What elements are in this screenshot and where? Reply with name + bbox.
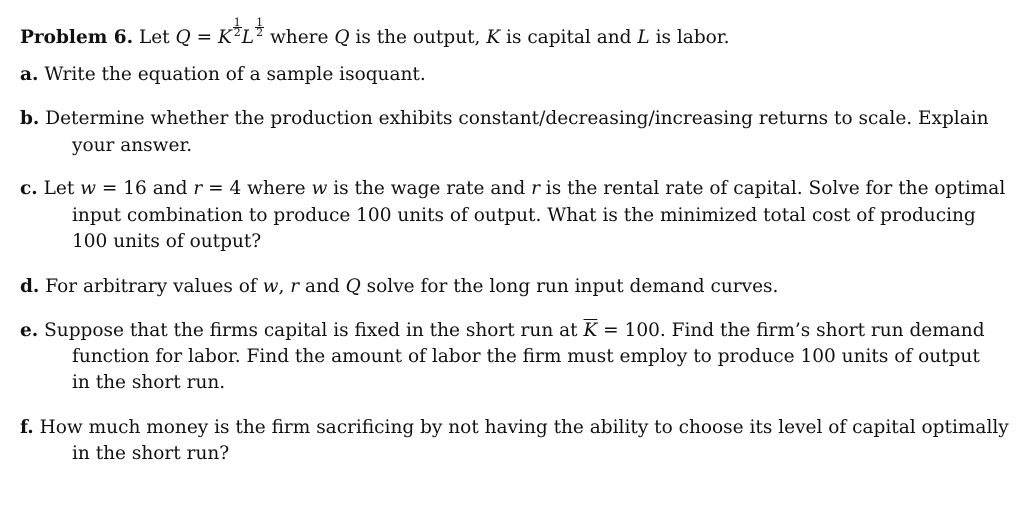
- problem-heading: Problem 6.: [20, 27, 134, 49]
- part-c-eq2: = 4 where: [202, 178, 312, 199]
- r-variable-2: r: [531, 178, 540, 199]
- q-variable-2: Q: [334, 27, 350, 49]
- part-a-text: Write the equation of a sample isoquant.: [44, 64, 426, 85]
- problem-statement: [20, 18, 730, 51]
- part-d-pre: For arbitrary values of: [45, 276, 263, 297]
- w-variable-2: w: [311, 178, 328, 199]
- l-exponent-denominator: 2: [256, 26, 264, 39]
- part-c-continuation-1: [72, 203, 976, 229]
- r-variable-3: r: [290, 276, 300, 297]
- part-e-line2: function for labor. Find the amount of labor the firm must employ to produce 100 units of output: [72, 346, 980, 367]
- l-exponent: [255, 18, 264, 37]
- intro-output: is the output,: [349, 27, 487, 49]
- part-d: [20, 274, 778, 300]
- intro-where: where: [264, 27, 335, 49]
- l-variable-2: L: [637, 27, 650, 49]
- k-variable: K: [217, 27, 232, 49]
- part-c-eq1: = 16 and: [96, 178, 194, 199]
- part-d-sep1: ,: [278, 276, 291, 297]
- part-c-continuation-2: [72, 229, 261, 255]
- k-bar-variable: $\overline{K}$: [583, 320, 598, 341]
- part-c-line3: 100 units of output?: [72, 231, 262, 252]
- w-variable-3: w: [262, 276, 279, 297]
- part-b-line2: your answer.: [72, 135, 193, 156]
- part-e-eq: = 100. Find the firm’s short run demand: [597, 320, 985, 341]
- part-b-label: b.: [20, 108, 40, 129]
- part-f: [20, 415, 1009, 441]
- part-e: [20, 318, 985, 344]
- k-exponent-denominator: 2: [233, 26, 241, 39]
- part-c: [20, 176, 1005, 202]
- part-e-line3: in the short run.: [72, 372, 226, 393]
- l-exponent-numerator: 1: [256, 16, 264, 29]
- part-d-label: d.: [20, 276, 40, 297]
- w-variable: w: [80, 178, 97, 199]
- intro-let: Let: [138, 27, 170, 49]
- l-variable: L: [241, 27, 255, 49]
- part-d-sep2: and: [299, 276, 346, 297]
- part-e-label: e.: [20, 320, 39, 341]
- part-c-mid2: is the rental rate of capital. Solve for the optimal: [539, 178, 1006, 199]
- q-variable: Q: [175, 27, 191, 49]
- part-e-continuation-1: [72, 344, 980, 370]
- k-variable-2: K: [486, 27, 501, 49]
- k-exponent-numerator: 1: [233, 16, 241, 29]
- equals-sign: =: [190, 27, 218, 49]
- part-d-post: solve for the long run input demand curves.: [360, 276, 779, 297]
- k-exponent: [233, 18, 242, 37]
- part-f-label: f.: [20, 417, 34, 438]
- q-variable-3: Q: [345, 276, 361, 297]
- r-variable: r: [193, 178, 203, 199]
- part-b-continuation: [72, 133, 192, 159]
- part-c-pre: Let: [43, 178, 81, 199]
- part-b: [20, 106, 989, 132]
- part-e-pre: Suppose that the firms capital is fixed in the short run at: [44, 320, 584, 341]
- part-a-label: a.: [20, 64, 39, 85]
- intro-capital: is capital and: [500, 27, 638, 49]
- part-c-line2: input combination to produce 100 units of output. What is the minimized total cost of producing: [72, 205, 976, 226]
- part-c-label: c.: [20, 178, 38, 199]
- intro-labor: is labor.: [649, 27, 730, 49]
- part-a: [20, 62, 426, 88]
- part-b-line1: Determine whether the production exhibits constant/decreasing/increasing returns to scale. Explain: [45, 108, 989, 129]
- part-e-continuation-2: [72, 370, 225, 396]
- part-f-line2: in the short run?: [72, 443, 230, 464]
- part-f-line1: How much money is the firm sacrificing by not having the ability to choose its level of capital optimally: [39, 417, 1009, 438]
- part-f-continuation: [72, 441, 229, 467]
- part-c-mid1: is the wage rate and: [327, 178, 532, 199]
